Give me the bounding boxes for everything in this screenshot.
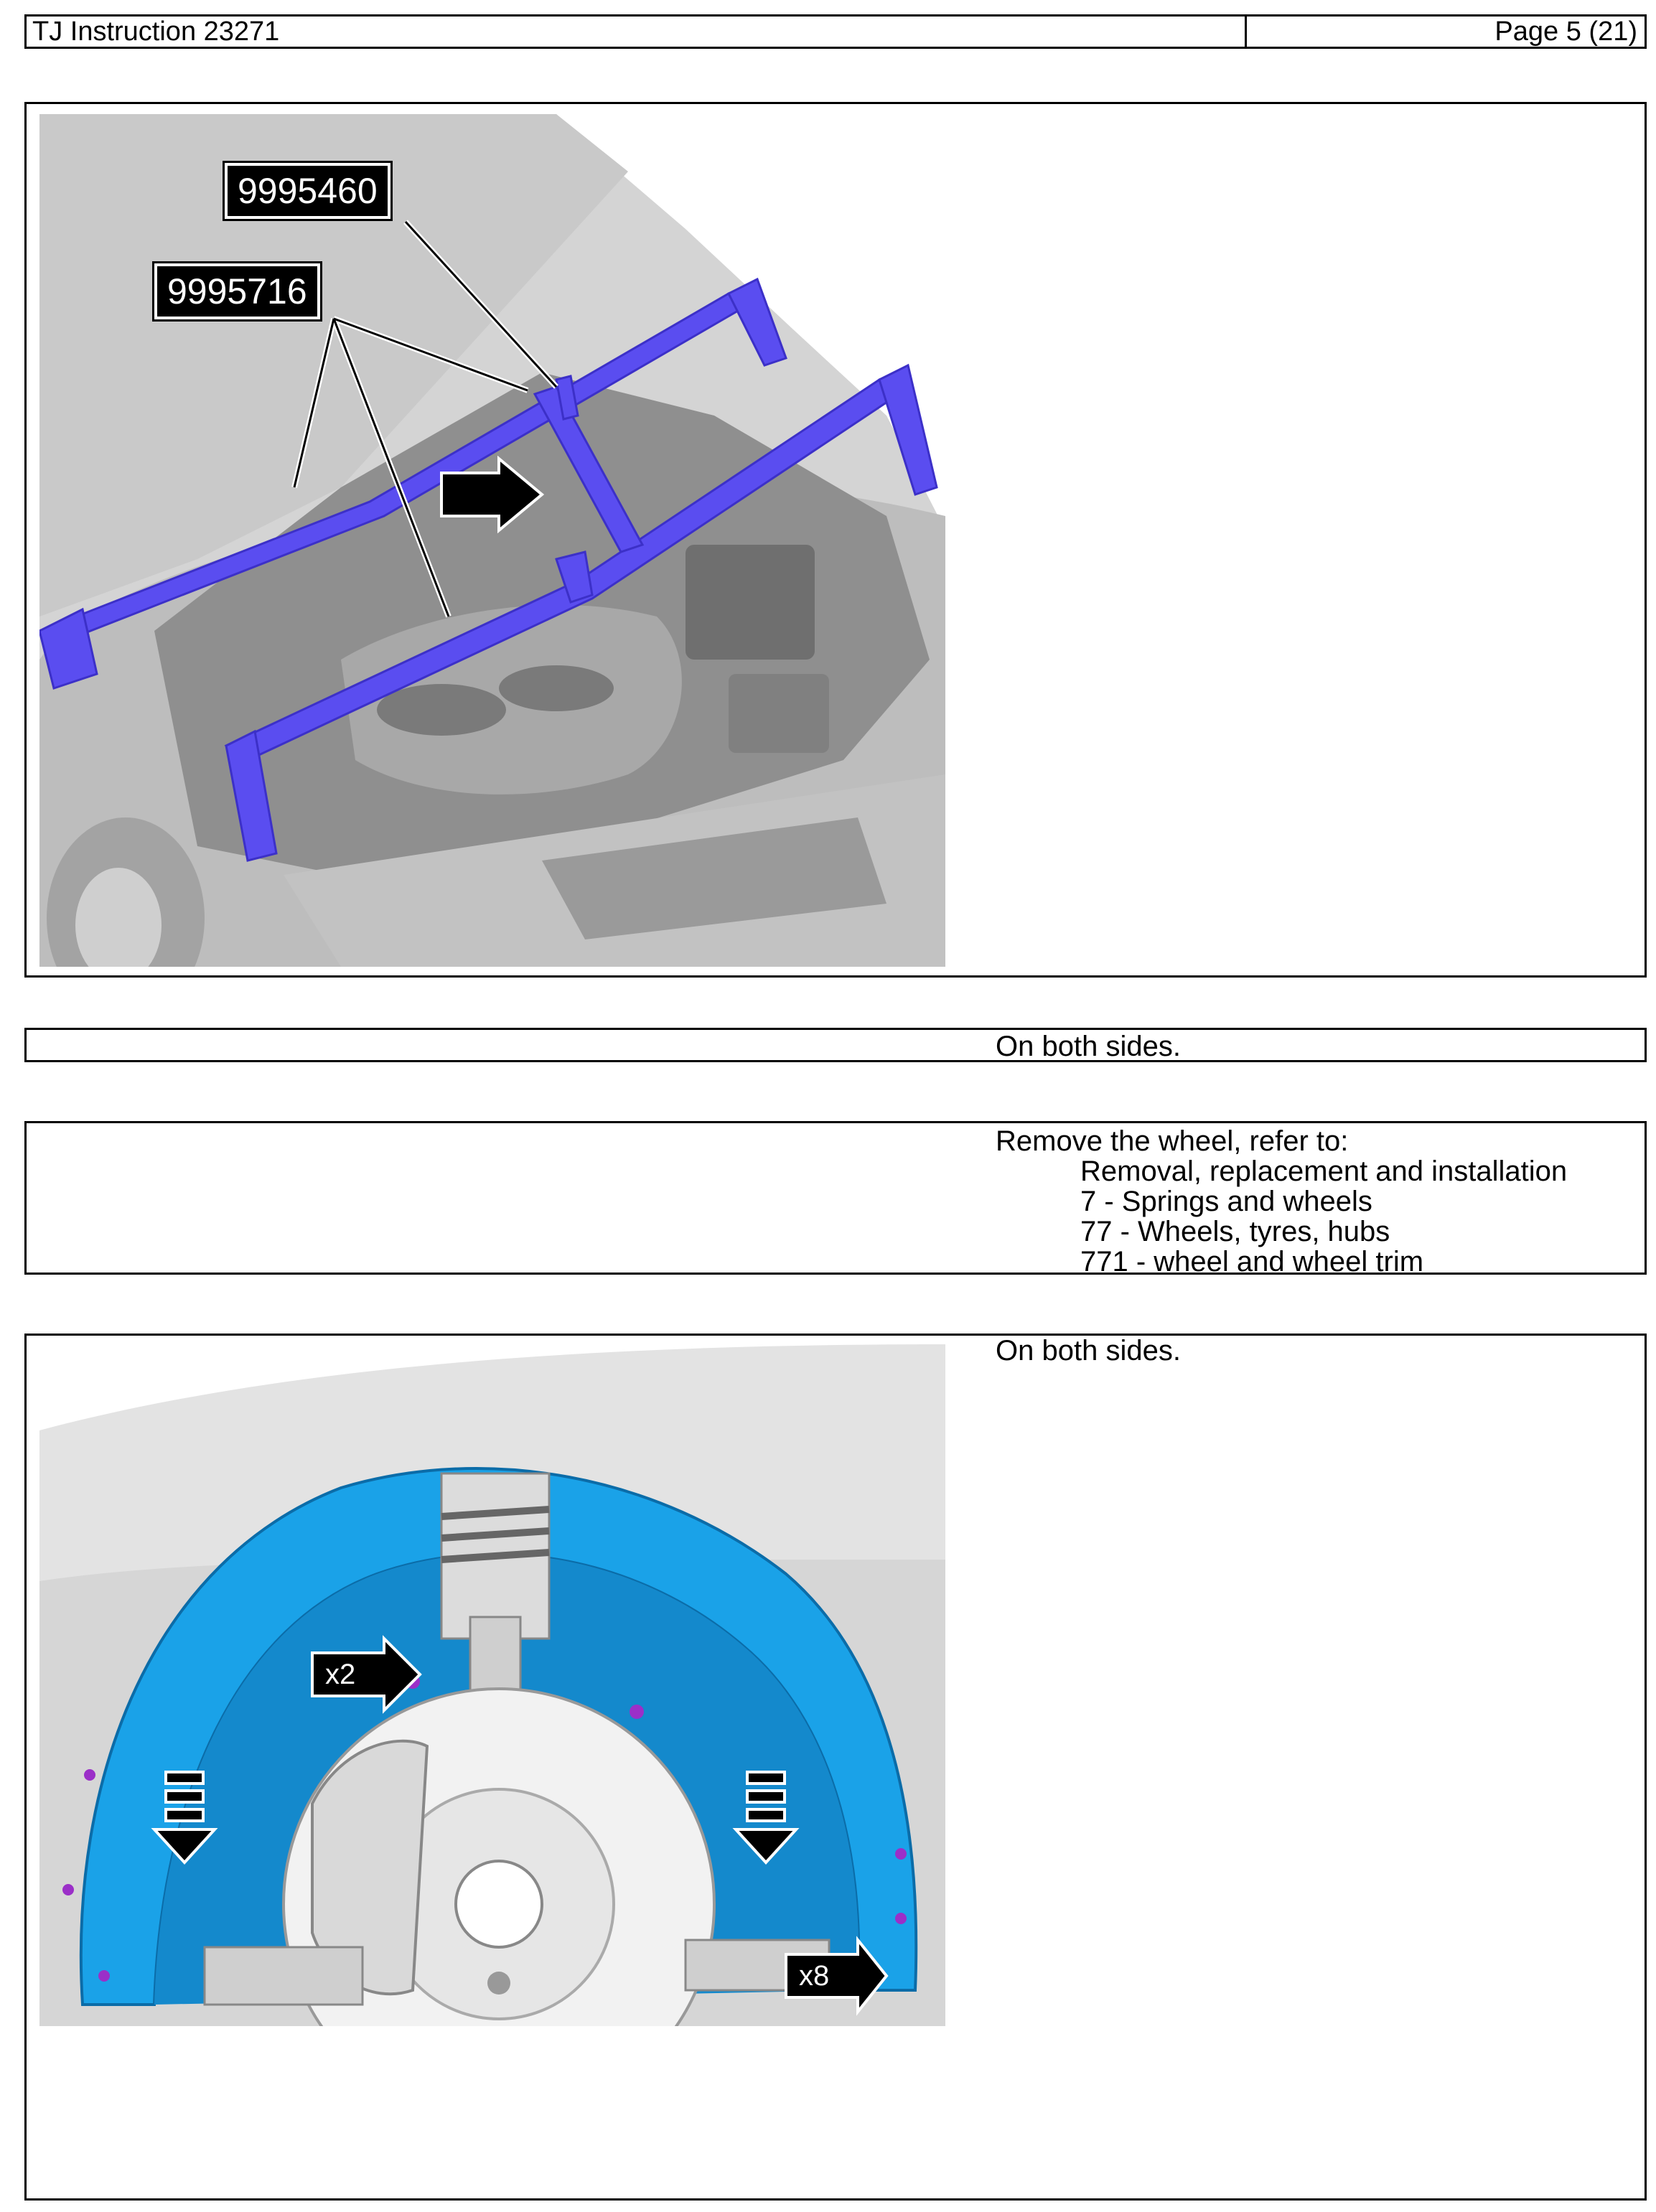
reference-link-2[interactable]: 7 - Springs and wheels [1080,1186,1372,1217]
reference-link-1[interactable]: Removal, replacement and installation [1080,1156,1568,1187]
step-3-panel [24,1121,1647,1278]
reference-link-3[interactable]: 77 - Wheels, tyres, hubs [1080,1216,1390,1247]
tool-label-9995460: 9995460 [225,163,390,219]
reference-link-4[interactable]: 771 - wheel and wheel trim [1080,1246,1424,1278]
step-4-text: On both sides. [996,1335,1181,1367]
tool-label-9995716: 9995716 [154,263,320,319]
wheelhouse-illustration [39,1344,945,2026]
engine-bay-illustration [39,114,945,967]
page-number: Page 5 (21) [1494,16,1637,47]
step-3-text [996,1126,1567,1277]
callout-x2: x2 [325,1659,356,1690]
step-4-panel [24,1334,1647,2201]
step-3-intro: Remove the wheel, refer to: [996,1125,1349,1157]
step-2-panel [24,1028,1647,1062]
callout-x8: x8 [799,1960,830,1992]
document-title: TJ Instruction 23271 [27,17,1247,47]
step-2-text: On both sides. [996,1031,1181,1062]
step-1-panel [24,102,1647,978]
page-header [24,14,1647,49]
